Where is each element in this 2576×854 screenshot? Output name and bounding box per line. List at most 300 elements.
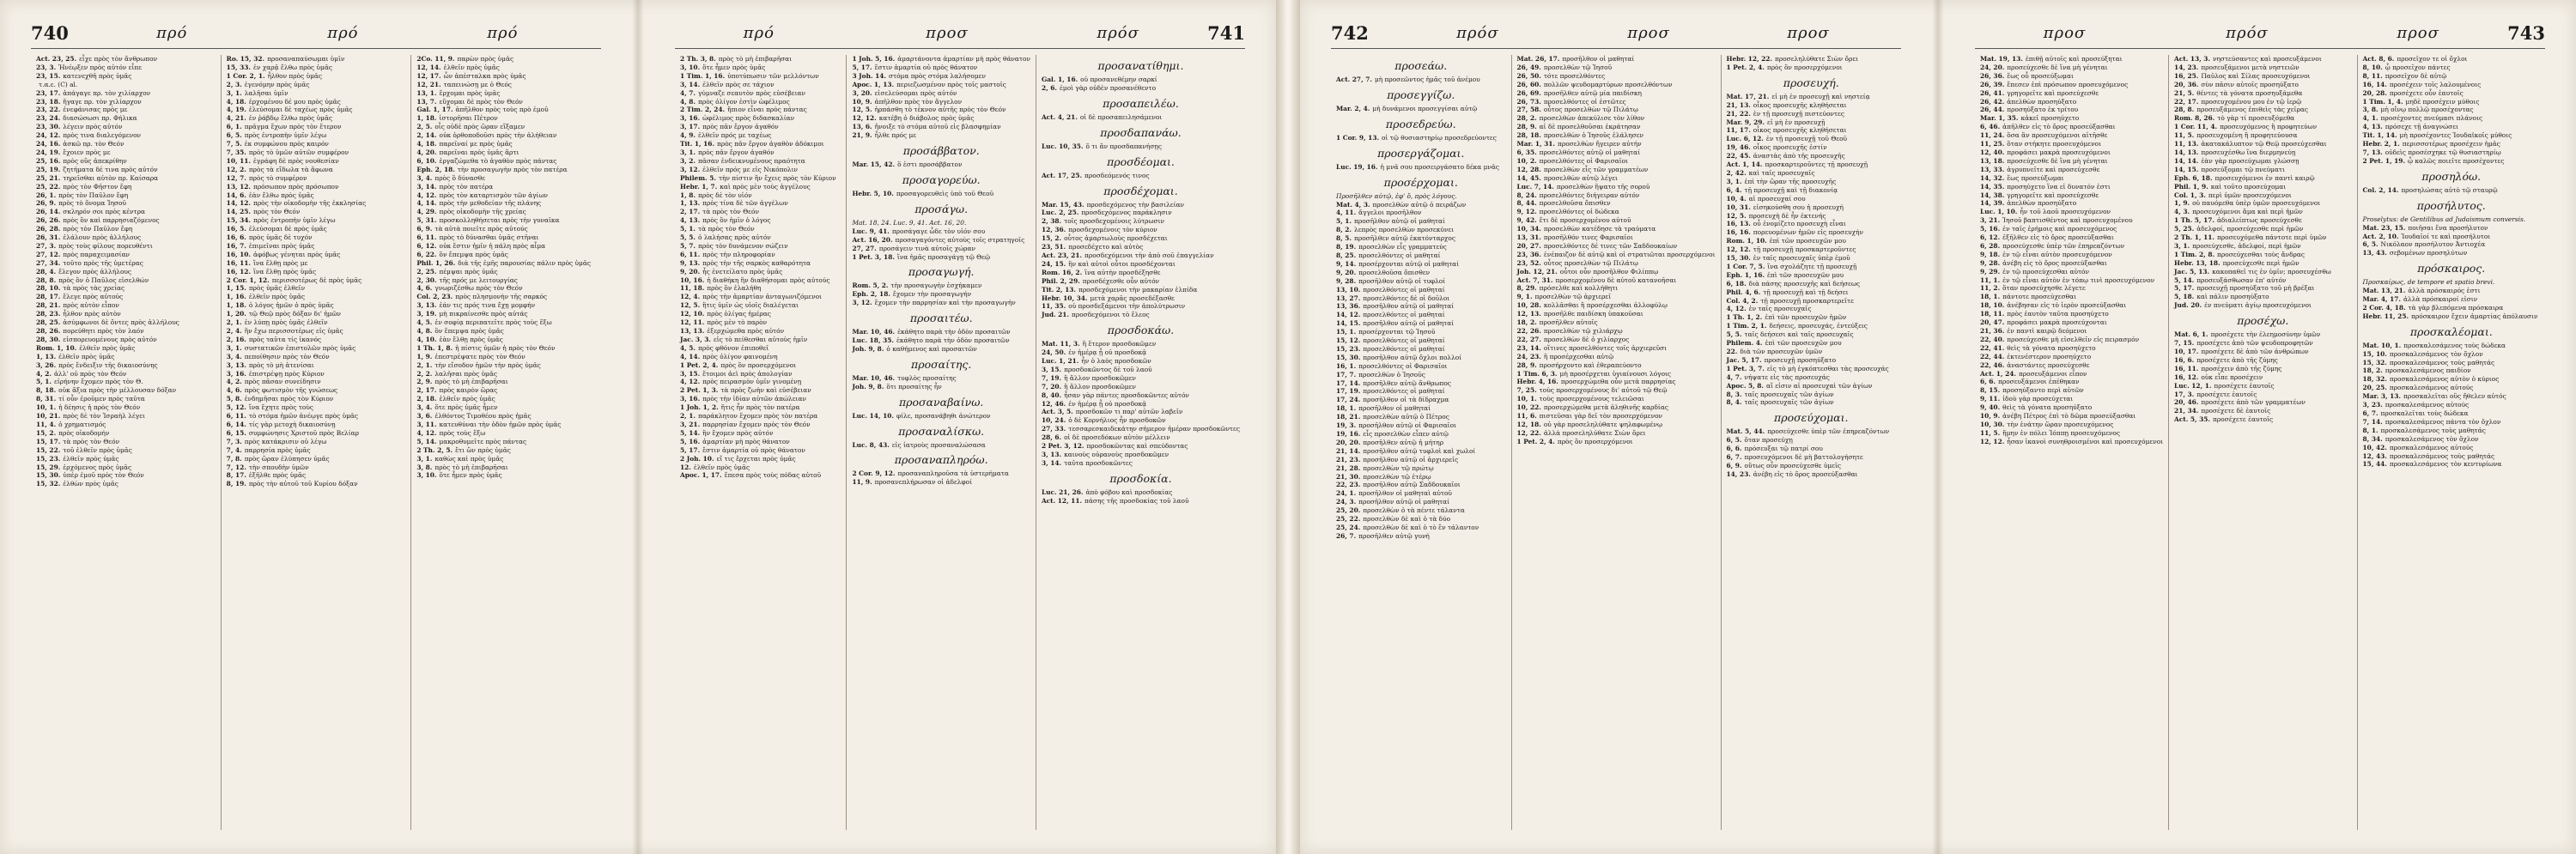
verse-reference: 2, 16. [226,335,246,343]
verse-reference: Philem. 5. [680,173,716,182]
context-text: προσευχόμεθα πάντοτε περὶ ὑμῶν [2216,233,2327,242]
context-text: οὗτος ἁμαρτωλοὺς προσδέχεται [1064,234,1168,243]
context-text: προσκαλεσάμενος τοὺς μαθητάς [2389,358,2495,366]
verse-reference: Luc. 9, 41. [852,227,890,235]
verse-reference: 10, 17. [2174,348,2199,355]
concordance-entry [1980,327,2163,336]
concordance-entry [1336,354,1506,362]
verse-reference: 23, 3. [36,63,57,71]
verse-reference: Rom. 1, 10. [1726,237,1767,245]
verse-reference: 28, 8. [36,276,57,284]
verse-reference: 8, 2. [1336,226,1352,234]
concordance-entry [1980,412,2163,421]
verse-reference: 2, 2. [416,369,433,378]
verse-reference: 10, 11. [226,156,251,165]
verse-reference: 15, 30. [36,471,61,480]
context-text: προσευξάσθωσαν ἐπ' αὐτόν [2196,276,2287,284]
context-text: ἐλθεῖν πρὸς ὑμᾶς [443,63,500,71]
concordance-entry [1727,64,1897,72]
verse-reference: Luc. 7, 14. [1516,182,1554,191]
verse-reference: 13, 12. [226,182,251,191]
verse-reference: 22, 23. [1336,481,1361,489]
concordance-entry [1336,379,1506,388]
verse-reference: Act. 2, 10. [2362,232,2399,240]
verse-reference: 11, 1. [1980,276,2001,284]
verse-reference: 9, 40. [1980,403,2001,412]
context-text: προσανεπλήρωσαν οἱ ἀδελφοί [874,478,972,487]
verse-reference: Col. 2, 23. [416,293,453,301]
context-text: πρὸς τὴν οἰκοδομὴν τῆς ἐκκλησίας [252,199,367,208]
lemma-heading: προσδαπανάω. [1100,125,1182,139]
verse-reference: 1 Pet. 3, 7. [1726,364,1765,372]
verse-reference: 10, 21. [36,412,61,421]
context-text: εἰ μὴ ἐν προσευχῇ καὶ νηστείᾳ [1771,92,1870,100]
concordance-entry [680,148,841,157]
page-header [31,21,601,49]
concordance-entry [852,478,1030,487]
concordance-entry [2363,106,2540,114]
verse-reference: 26, 28. [36,225,61,233]
context-text: Ἰησοῦ βαπτισθέντος καὶ προσευχομένου [2002,216,2133,225]
verse-reference: 14, 32. [1980,173,2005,182]
context-text: προσελθὼν εἷς τῶν γραμματέων [1543,165,1649,173]
context-text: ἔχοιεν πρὸς με [63,148,111,156]
concordance-entry [1980,251,2163,259]
concordance-entry [1042,433,1240,442]
concordance-entry [1727,263,1897,271]
concordance-entry [680,140,841,148]
verse-reference: Act. 4, 21. [1041,112,1078,121]
verse-reference: 21, 9. [852,131,872,140]
verse-reference: 2, 1. [680,412,696,421]
verse-reference: 13, 33. [1980,165,2005,173]
context-text: προσευξάμενος ἐπιθεὶς τὰς χεῖρας [2196,106,2308,114]
context-text: οὗτοι οὖν προσῆλθον Φιλίππῳ [1559,267,1659,276]
concordance-entry [1980,183,2163,191]
verse-reference: 4, 6. [416,284,433,293]
concordance-entry [227,386,406,395]
verse-reference: 6, 5. [226,131,242,140]
page-header [1975,21,2545,49]
concordance-entry [1042,217,1240,226]
verse-reference: Jud. 21. [1041,311,1069,319]
verse-reference: 16, 1. [1336,361,1357,370]
verse-reference: 11, 25. [1980,140,2005,148]
context-text: παράκλητον ἔχομεν πρὸς τὸν πατέρα [698,412,818,421]
concordance-entry [1517,403,1716,412]
context-text: προσκαλεσάμενος τὸν ὄχλον [2385,434,2479,443]
lemma-heading: προσαναπληρόω. [894,453,988,467]
context-text: προσελθόντες αὐτῷ οἱ μαθηταί [1539,148,1640,156]
page-number: 740 [31,22,69,44]
concordance-entry [2363,342,2540,350]
verse-reference: 6, 11. [226,412,246,421]
concordance-entry [680,216,841,225]
concordance-entry [1517,370,1716,379]
verse-reference: 3, 15. [1041,365,1062,373]
verse-reference: Apoc. 1, 13. [852,80,895,88]
concordance-entry [36,310,216,318]
context-text: πρὸς κατάκρισιν οὐ λέγω [244,437,327,445]
concordance-entry [2174,330,2351,339]
verse-reference: 6, 5. [2362,240,2379,249]
verse-reference: 3, 13. [1041,451,1062,458]
concordance-entry [227,148,406,157]
context-text: προσελθόντες οἱ μαθηταί [1358,251,1441,259]
context-text: τὰ πρὸς τὸν Θεόν [698,225,755,233]
verse-reference: 4, 18. [416,140,437,148]
context-text: πρὸς ὃν ὁ Παῦλος εἰσελθών [58,276,149,284]
context-text: μὴ προσέχοντες Ἰουδαϊκοῖς μύθοις [2399,131,2512,140]
concordance-entry [416,336,596,344]
concordance-entry [227,157,406,166]
concordance-entry [680,276,841,285]
concordance-entry [227,251,406,259]
context-text: προσεύχεσθαι τοὺς ἄνδρας [2217,250,2306,258]
verse-reference: Luc. 19, 16. [1336,162,1378,171]
verse-reference: 8, 15. [1980,386,2001,395]
verse-reference: 10, 2. [1516,156,1537,165]
context-text: οἱ δὲ προσεδόκων αὐτὸν μέλλειν [1064,433,1170,442]
verse-reference: 19, 46. [1726,143,1751,152]
verse-reference: Mar. 4, 17. [2362,295,2402,304]
concordance-entry [1517,148,1716,157]
verse-reference: 14, 6. [226,191,246,199]
concordance-entry [1980,123,2163,131]
concordance-column [1722,55,1902,830]
verse-reference: 2 Pet. 1, 3. [680,386,719,395]
concordance-entry [852,336,1030,345]
verse-reference: 28, 25. [36,318,61,327]
lemma-heading: προσάββατον. [902,144,980,158]
concordance-entry [36,199,216,208]
concordance-entry [2363,409,2540,418]
context-text: οὗτος προσελθὼν τῷ Πιλάτῳ [1543,106,1638,114]
context-text: πρὸς τὸ συμφέρον [248,173,307,182]
concordance-entry [1727,339,1897,348]
verse-reference: 1 Th. 5, 17. [2174,216,2215,225]
concordance-entry [1727,55,1897,64]
verse-reference: 4, 7. [1726,372,1742,381]
context-text: πρὸς τὴν ἰδίαν αὐτῶν ἀπώλειαν [702,395,806,403]
concordance-entry [1042,234,1240,243]
concordance-entry [227,259,406,268]
verse-reference: 15, 44. [2362,460,2387,469]
concordance-entry [2174,199,2351,208]
context-text: ἕως οὗ προσεύξωμαι [2007,71,2074,80]
verse-reference: Mar. 3, 13. [2362,392,2402,401]
concordance-entry [2363,55,2540,64]
concordance-entry [1727,228,1897,237]
context-text: πρὸς ὃ δύνασθε [434,173,486,182]
verse-reference: 20, 20. [1336,438,1361,446]
context-text: πρὸς πᾶν ἔργον ἀγαθὸν ἀδόκιμοι [717,140,824,148]
concordance-entry [680,327,841,336]
verse-reference: 5, 17. [852,63,872,71]
concordance-entry [36,233,216,242]
verse-reference: Act. 5, 35. [2174,415,2210,424]
verse-reference: 8, 44. [1516,199,1537,208]
verse-reference: 8, 11. [2362,71,2383,80]
context-text: ὅσα ἂν προσευχόμενοι αἰτῆσθε [2007,131,2108,140]
lemma-heading: προσδοκία. [1109,471,1172,485]
verse-reference: 14, 14. [2174,156,2199,165]
verse-reference: 16, 11. [226,258,251,267]
verse-reference: 2 Cor. 9, 12. [852,469,896,478]
context-text: ἐπὶ τῶν προσευχῶν μου [1766,270,1844,279]
context-text: προσῆλθον αὐτῷ οἱ Φαρισαῖοι [1358,421,1456,430]
context-text: προσδεόμενός τινος [1084,171,1150,179]
context-text: Παῦλος καὶ Σίλας προσευχόμενοι [2201,71,2311,80]
context-text: ἦλθον πρὸς ὑμᾶς [267,71,322,80]
verse-reference: 1 Tim. 1, 4. [2362,97,2403,106]
verse-reference: 6, 9. [1726,461,1742,469]
verse-reference: 4, 5. [416,318,433,327]
concordance-entry [227,327,406,336]
context-text: καὶ πρὸς μὲν τοὺς ἀγγέλους [720,182,811,191]
context-text: προσέρχονται τῷ Ἰησοῦ [1358,328,1436,336]
concordance-entry [852,190,1030,198]
verse-reference: 27, 12. [36,250,61,258]
context-text: προσδέχεσθε οὖν αὐτόν [1082,276,1160,285]
verse-reference: 6, 9. [416,225,433,233]
concordance-entry [227,123,406,131]
concordance-entry [36,64,216,72]
context-text: πρὸς πλησμονὴν τῆς σαρκός [455,293,548,301]
context-text: ἐνέπαιζον δὲ αὐτῷ καὶ οἱ στρατιῶται προσερχόμενοι [1543,250,1716,258]
context-text: ἄγγελοι προσῆλθον [1358,209,1422,217]
verse-reference: 9, 29. [1980,267,2001,276]
context-text: ἀπῆλθον πρὸς τὸν ἄγγελον [874,97,963,106]
context-text: προσδεχόμενοι τὴν ἀπὸ σοῦ ἐπαγγελίαν [1084,251,1214,259]
context-text: τὰ αὐτὰ ποιεῖτε πρὸς αὐτούς [434,225,528,233]
concordance-entry [1042,142,1240,151]
context-text: τί οὖν ἐροῦμεν πρὸς ταῦτα [58,395,145,403]
context-text: σεβομένων προσηλύτων [2389,249,2468,257]
concordance-entry [2174,166,2351,174]
concordance-entry [416,361,596,370]
concordance-entry [1336,243,1506,251]
concordance-entry [1042,243,1240,251]
verse-reference: Col. 2, 14. [2362,185,2399,194]
concordance-entry [36,183,216,191]
context-text: ἀφόβως γένηται πρὸς ὑμᾶς [252,250,341,258]
concordance-entry [1727,186,1897,195]
verse-reference: Eph. 2, 18. [852,290,890,299]
verse-reference: 10, 1. [36,403,57,412]
concordance-entry [416,166,596,174]
concordance-entry [416,471,596,480]
verse-reference: 25, 24. [1336,523,1361,531]
context-text: ὅταν προσεύχῃ [1744,436,1793,445]
context-text: θεὶς τὰ γόνατα προσηύξατο [2002,403,2093,412]
concordance-entry [1517,225,1716,233]
concordance-entry [36,157,216,166]
concordance-entry [227,131,406,140]
context-text: διὰ πάσης προσευχῆς καὶ δεήσεως [1748,279,1861,288]
verse-reference: Hebr. 13, 18. [2174,258,2221,267]
context-text: εἰρήνην ἔχομεν πρὸς τὸν Θ. [54,378,143,386]
context-text: ἐν ταῖς ἐρήμοις καὶ προσευχόμενος [2002,225,2117,233]
context-text: πρᾶγμα ἔχων πρὸς τὸν ἕτερον [244,123,342,131]
context-text: ἣν ἔχομεν πρὸς αὐτόν [702,428,774,437]
context-text: προσῆλθον οἱ μαθηταί [1358,404,1431,413]
context-text: προσελθὼν δὲ καὶ ὁ τὸ ἓν τάλαντον [1363,523,1479,531]
context-text: προσηύχετο ἵνα εἰ δυνατόν ἐστι [2007,182,2111,191]
context-text: προσέχετε ἀπὸ τῆς ζύμης [2196,355,2278,364]
concordance-entry [1336,319,1506,328]
context-text: ὅτε ἦμεν πρὸς ὑμᾶς [702,63,766,71]
concordance-entry [852,72,1030,81]
verse-reference: 6, 12. [416,241,437,250]
context-text: ἐπεστρέψατε πρὸς τὸν Θεόν [434,352,526,360]
concordance-entry [1980,191,2163,200]
verse-reference: 24, 19. [36,148,61,156]
concordance-entry [36,463,216,472]
concordance-entry [227,98,406,106]
context-text: ἥτις ἦν πρὸς τὸν πατέρα [720,403,800,412]
concordance-entry [416,208,596,216]
verse-reference: 3, 13. [416,301,437,310]
concordance-entry [680,378,841,386]
context-text: ἀνέβη εἰς τὸ ὄρος προσεύξασθαι [2002,258,2107,267]
context-text: ἤγαγε πρ. τὸν χιλίαρχον [63,97,142,106]
context-text: προσκαλεσάμενος τοὺς μαθητάς [2380,426,2486,434]
context-text: προσκολληθήσεται πρὸς τὴν γυναῖκα [439,216,560,225]
verse-reference: 10, 42. [2362,443,2387,451]
context-text: ἵνα ἔχητε πρὸς τοὺς [248,403,314,412]
concordance-entry [227,183,406,191]
context-text: προσελθόντες δὲ οἱ δοῦλοι [1363,294,1450,302]
concordance-entry [680,471,841,480]
context-text: ἔλεγε πρὸς αὐτούς [63,293,124,301]
context-text: προσελθὼν εἷς γραμματεύς [1358,243,1447,251]
context-text: πορεύθητι πρὸς τὸν λαόν [63,327,144,335]
verse-reference: Jac. 5, 17. [1726,355,1762,364]
context-text: ἢ ἄλλον προσδοκῶμεν [1064,382,1136,391]
verse-reference: 9, 28. [1980,258,2001,267]
verse-reference: 13, 36. [1336,302,1361,311]
verse-reference: Luc. 1, 10. [1980,208,2018,216]
context-text: ἐλθεῖν πρὸς ὑμᾶς [58,352,115,360]
concordance-entry [680,395,841,403]
concordance-entry [1980,268,2163,276]
concordance-entry [36,106,216,114]
verse-reference: 19, 3. [1336,421,1357,430]
context-text: μὴ δυνάμενοι προσεγγίσαι αὐτῷ [1372,104,1478,112]
context-text: πρὸς πειρασμὸν ὑμῖν γινομένῃ [702,378,802,386]
verse-reference: 24, 1. [1336,489,1357,498]
context-text: προσέχειν ἀπὸ τῆς ζύμης [2201,364,2282,372]
concordance-entry [1336,387,1506,396]
verse-reference: 18, 21. [1336,413,1361,421]
concordance-entry [2174,348,2351,356]
concordance-entry [1727,118,1897,127]
context-text: πρὸς πᾶσαν συνείδησιν [244,378,321,386]
context-text: προσελθὼν τῷ πρώτῳ [1363,463,1434,472]
concordance-entry [2174,301,2351,310]
context-text: ἐν σοφίᾳ περιπατεῖτε πρὸς τοὺς ἔξω [434,318,552,327]
context-text: περὶ ὑμῶν προσευχόμενοι [2208,191,2292,199]
concordance-entry [2174,148,2351,157]
verse-reference: 21, 30. [1336,472,1361,481]
context-text: προσῆλθον αὐτῷ ὄχλοι πολλοί [1363,353,1462,361]
context-text: προσῆλθον οἱ μαθηταὶ αὐτοῦ [1358,489,1452,498]
context-text: ἐλθεῖν πρὸς ὑμᾶς [693,463,750,471]
context-text: προσέχετε ἑαυτοῖς [2213,415,2274,424]
concordance-entry [1727,365,1897,373]
verse-reference: 1 Tim. 1, 16. [680,71,726,80]
context-text: αἵ εἰσιν αἱ προσευχαὶ τῶν ἁγίων [1765,381,1873,390]
context-text: τηρεῖσθαι αὐτὸν πρ. Καίσαρα [63,173,159,182]
concordance-entry [1517,421,1716,429]
concordance-entry [1042,451,1240,459]
context-text: ἐλθεῖν πρὸς ὑμᾶς [79,343,136,352]
verse-reference: 5, 5. [680,233,696,242]
verse-reference: 15, 23. [1336,344,1361,353]
concordance-entry [1517,412,1716,421]
context-text: προσελθόντες οἱ μαθηταί [1363,311,1445,319]
verse-reference: 9, 42. [1516,216,1537,225]
concordance-entry [2174,242,2351,251]
verse-reference: Act. 27, 7. [1336,76,1372,83]
verse-reference: 3, 14. [416,182,437,191]
concordance-entry [1336,473,1506,482]
verse-reference: 10, 30. [1980,420,2005,428]
context-text: θέντες τὰ γόνατα προσηυξάμεθα [2196,88,2303,97]
context-text: εἰς τὸ μὴ ἐγκόπτεσθαι τὰς προσευχάς [1766,364,1889,372]
context-text: γύμναζε σεαυτὸν πρὸς εὐσέβειαν [698,88,805,97]
concordance-entry [1517,123,1716,131]
concordance-entry [416,463,596,472]
context-text: παρεῖναί με πρὸς ὑμᾶς [439,140,513,148]
concordance-entry [1727,126,1897,135]
concordance-entry [2174,225,2351,233]
concordance-entry [2174,174,2351,183]
verse-reference: 7, 20. [1041,382,1062,391]
context-text: καὶ ταῖς προσευχαῖς [1748,168,1815,177]
concordance-entry [1727,245,1897,254]
context-text: πρὸς τὸν Θεόν [252,208,301,216]
verse-reference: 20, 27. [1516,241,1541,250]
context-text: ἐκάθητο παρὰ τὴν ὁδὸν προσαιτῶν [897,328,1011,336]
lemma-note: Mat. 18, 24. Luc. 9, 41. Act. 16, 20. [852,218,967,227]
verse-reference: 15, 12. [1336,336,1361,345]
running-headword: πρόσ [2226,24,2269,42]
context-text: προσῆλθεν αὐτῷ ἡ μήτηρ [1363,438,1444,446]
context-text: πρὸς πᾶν ἔργον ἀγαθόν [702,123,779,131]
context-text: προσευχῇ προσηύξατο τοῦ μὴ βρέξαι [2196,284,2315,293]
context-text: προσελθὼν τῷ ἀρχιερεῖ [1534,293,1612,301]
verse-reference: 22, 27. [1516,335,1541,343]
concordance-entry [416,429,596,438]
concordance-entry [1517,114,1716,123]
verse-reference: 4, 14. [680,352,701,360]
verse-reference: 20, 28. [2362,88,2387,97]
verse-reference: 8, 10. [2362,63,2383,71]
concordance-entry [1980,98,2163,106]
concordance-entry [680,98,841,106]
context-text: ἐλθὼν πρὸς ὑμᾶς [63,480,118,488]
verse-reference: 12, 5. [680,301,701,310]
concordance-entry [2174,339,2351,348]
concordance-entry [1042,209,1240,217]
verse-reference: Mat. 26, 17. [1516,55,1560,63]
context-text: προσελθὼν τῷ Ἰησοῦ [1543,63,1613,71]
concordance-entry [227,412,406,421]
concordance-entry [1336,413,1506,421]
concordance-entry [2363,224,2540,233]
